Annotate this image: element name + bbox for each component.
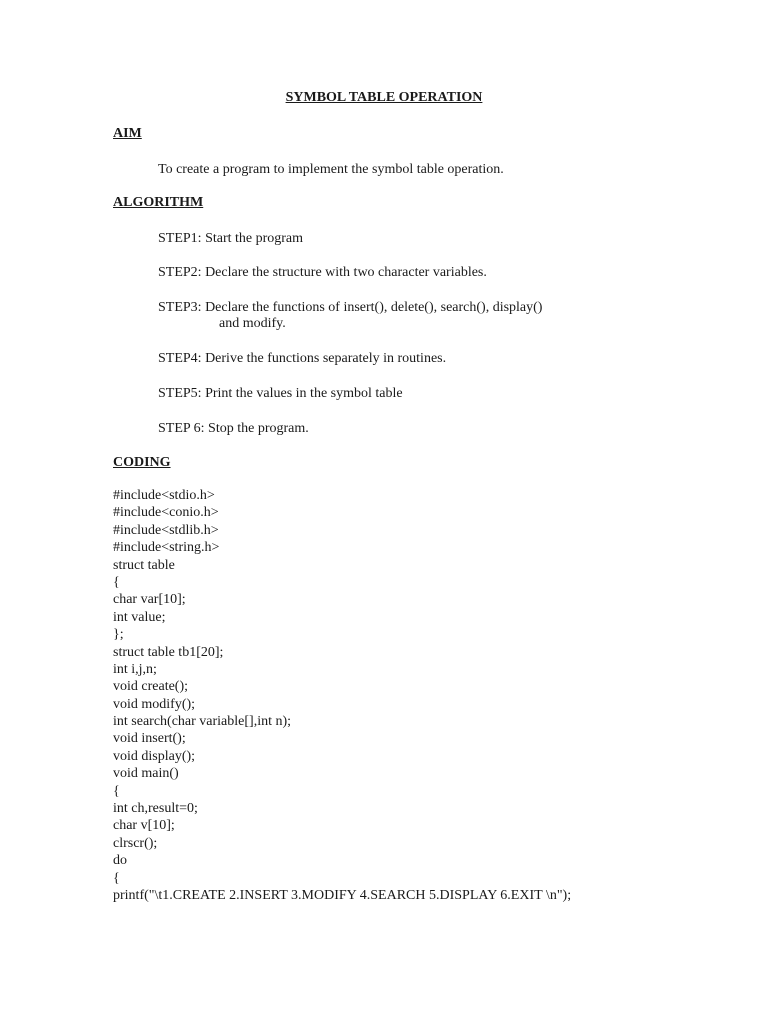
code-line: char v[10]; — [113, 818, 175, 834]
code-line: #include<string.h> — [113, 540, 220, 556]
algorithm-step-4: STEP4: Derive the functions separately in routines. — [158, 351, 447, 366]
code-line: void display(); — [113, 748, 196, 764]
code-line: { — [113, 870, 120, 886]
code-line: void create(); — [113, 679, 189, 695]
algorithm-step-6: STEP 6: Stop the program. — [158, 421, 309, 436]
algorithm-step-5: STEP5: Print the values in the symbol table — [158, 386, 403, 401]
algorithm-step-2: STEP2: Declare the structure with two character variables. — [158, 265, 487, 280]
code-line: { — [113, 574, 120, 590]
code-line: }; — [113, 627, 124, 643]
code-line: void insert(); — [113, 731, 186, 747]
code-line: struct table — [113, 557, 175, 573]
code-line: #include<conio.h> — [113, 505, 219, 521]
code-line: char var[10]; — [113, 592, 186, 608]
code-line: int ch,result=0; — [113, 801, 198, 817]
code-line: int search(char variable[],int n); — [113, 714, 292, 730]
code-line: int i,j,n; — [113, 661, 157, 677]
code-line: { — [113, 783, 120, 799]
code-line: do — [113, 853, 127, 869]
algorithm-step-1: STEP1: Start the program — [158, 231, 304, 246]
code-line: int value; — [113, 609, 166, 625]
code-line: #include<stdlib.h> — [113, 522, 219, 538]
code-line: void main() — [113, 766, 179, 782]
code-line: #include<stdio.h> — [113, 488, 215, 503]
algorithm-step-3: STEP3: Declare the functions of insert(), delete(), search(), display() — [158, 300, 543, 315]
algorithm-heading: ALGORITHM — [113, 195, 204, 210]
page-title: SYMBOL TABLE OPERATION — [285, 90, 483, 105]
aim-heading: AIM — [113, 126, 142, 141]
code-line: printf("\t1.CREATE 2.INSERT 3.MODIFY 4.SEARCH 5.DISPLAY 6.EXIT \n"); — [113, 887, 572, 903]
algorithm-step-3-continuation: and modify. — [219, 316, 286, 331]
aim-text: To create a program to implement the symbol table operation. — [158, 162, 504, 177]
code-line: struct table tb1[20]; — [113, 644, 224, 660]
code-block — [113, 487, 571, 904]
coding-heading: CODING — [113, 455, 171, 470]
code-line: clrscr(); — [113, 835, 158, 851]
code-line: void modify(); — [113, 696, 196, 712]
